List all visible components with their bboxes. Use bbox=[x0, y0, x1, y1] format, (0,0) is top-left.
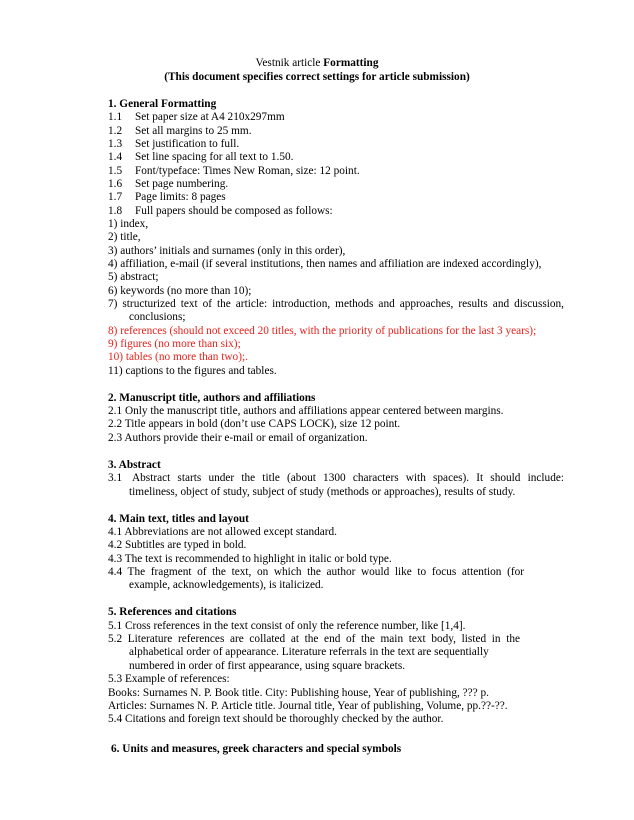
paragraph-line: 4.2 Subtitles are typed in bold. bbox=[108, 539, 247, 551]
paragraph-continuation: example, acknowledgements), is italicized. bbox=[129, 579, 324, 591]
title-bold: Formatting bbox=[323, 57, 379, 69]
list-item: 5) abstract; bbox=[108, 271, 159, 283]
section-2-heading: 2. Manuscript title, authors and affiliations bbox=[108, 392, 316, 404]
paragraph-line: 2.2 Title appears in bold (don’t use CAPS LOCK), size 12 point. bbox=[108, 418, 401, 430]
item-3-1-number: 3.1 bbox=[108, 472, 123, 484]
document-subtitle: (This document specifies correct settings for article submission) bbox=[164, 71, 470, 83]
list-item: 3) authors’ initials and surnames (only in this order), bbox=[108, 245, 346, 257]
section-1-heading: 1. General Formatting bbox=[108, 98, 217, 110]
paragraph-line: 2.1 Only the manuscript title, authors and affiliations appear centered between margins. bbox=[108, 405, 504, 417]
item-1-7: 1.7 Page limits: 8 pages bbox=[108, 191, 226, 203]
paragraph-line: 5.3 Example of references: bbox=[108, 673, 230, 685]
list-item-highlighted: 8) references (should not exceed 20 titles, with the priority of publications for the last 3 years); bbox=[108, 325, 537, 337]
list-item: 6) keywords (no more than 10); bbox=[108, 285, 252, 297]
item-1-4: 1.4 Set line spacing for all text to 1.50. bbox=[108, 151, 294, 163]
section-3-heading: 3. Abstract bbox=[108, 459, 161, 471]
paragraph-line: 2.3 Authors provide their e-mail or email of organization. bbox=[108, 432, 368, 444]
list-item: 11) captions to the figures and tables. bbox=[108, 365, 277, 377]
section-5-heading: 5. References and citations bbox=[108, 606, 237, 618]
item-1-3: 1.3 Set justification to full. bbox=[108, 138, 240, 150]
item-1-8: 1.8 Full papers should be composed as follows: bbox=[108, 205, 333, 217]
list-item: 4) affiliation, e-mail (if several institutions, then names and affiliation are indexed accordingly), bbox=[108, 258, 542, 270]
item-1-6: 1.6 Set page numbering. bbox=[108, 178, 229, 190]
item-3-1-continuation: timeliness, object of study, subject of study (methods or approaches), results of study. bbox=[129, 486, 516, 498]
section-4-heading: 4. Main text, titles and layout bbox=[108, 513, 249, 525]
paragraph-line: 5.1 Cross references in the text consist of only the reference number, like [1,4]. bbox=[108, 620, 466, 632]
paragraph-line: 4.3 The text is recommended to highlight in italic or bold type. bbox=[108, 553, 392, 565]
paragraph-line: 5.2 Literature references are collated at the end of the main text body, listed in the bbox=[108, 633, 520, 645]
paragraph-line: 4.1 Abbreviations are not allowed except standard. bbox=[108, 526, 338, 538]
paragraph-continuation: alphabetical order of appearance. Literature referrals in the text are sequentially bbox=[129, 646, 489, 658]
reference-example-articles: Articles: Surnames N. P. Article title. Journal title, Year of publishing, Volume, pp.??-??. bbox=[108, 700, 508, 712]
list-item-highlighted: 9) figures (no more than six); bbox=[108, 338, 241, 350]
paragraph-line: 4.4 The fragment of the text, on which the author would like to focus attention (for bbox=[108, 566, 524, 578]
list-item: 2) title, bbox=[108, 231, 141, 243]
section-6-heading: 6. Units and measures, greek characters and special symbols bbox=[111, 743, 402, 755]
list-item: 10) tables (no more than two);. bbox=[108, 351, 248, 363]
item-1-5: 1.5 Font/typeface: Times New Roman, size: 12 point. bbox=[108, 165, 360, 177]
list-item-continuation: conclusions; bbox=[129, 311, 186, 323]
item-3-1-line: Abstract starts under the title (about 1300 characters with spaces). It should include: bbox=[132, 472, 564, 484]
document-title bbox=[0, 56, 634, 70]
item-1-2: 1.2 Set all margins to 25 mm. bbox=[108, 125, 252, 137]
title-normal: Vestnik article bbox=[255, 57, 324, 69]
item-1-1: 1.1 Set paper size at A4 210x297mm bbox=[108, 111, 285, 123]
list-item: 7) structurized text of the article: introduction, methods and approaches, results and discussion, bbox=[108, 298, 564, 310]
paragraph-line: 5.4 Citations and foreign text should be thoroughly checked by the author. bbox=[108, 713, 444, 725]
paragraph-continuation: numbered in order of first appearance, using square brackets. bbox=[129, 660, 406, 672]
reference-example-books: Books: Surnames N. P. Book title. City: Publishing house, Year of publishing, ??? p. bbox=[108, 687, 489, 699]
list-item: 1) index, bbox=[108, 218, 149, 230]
